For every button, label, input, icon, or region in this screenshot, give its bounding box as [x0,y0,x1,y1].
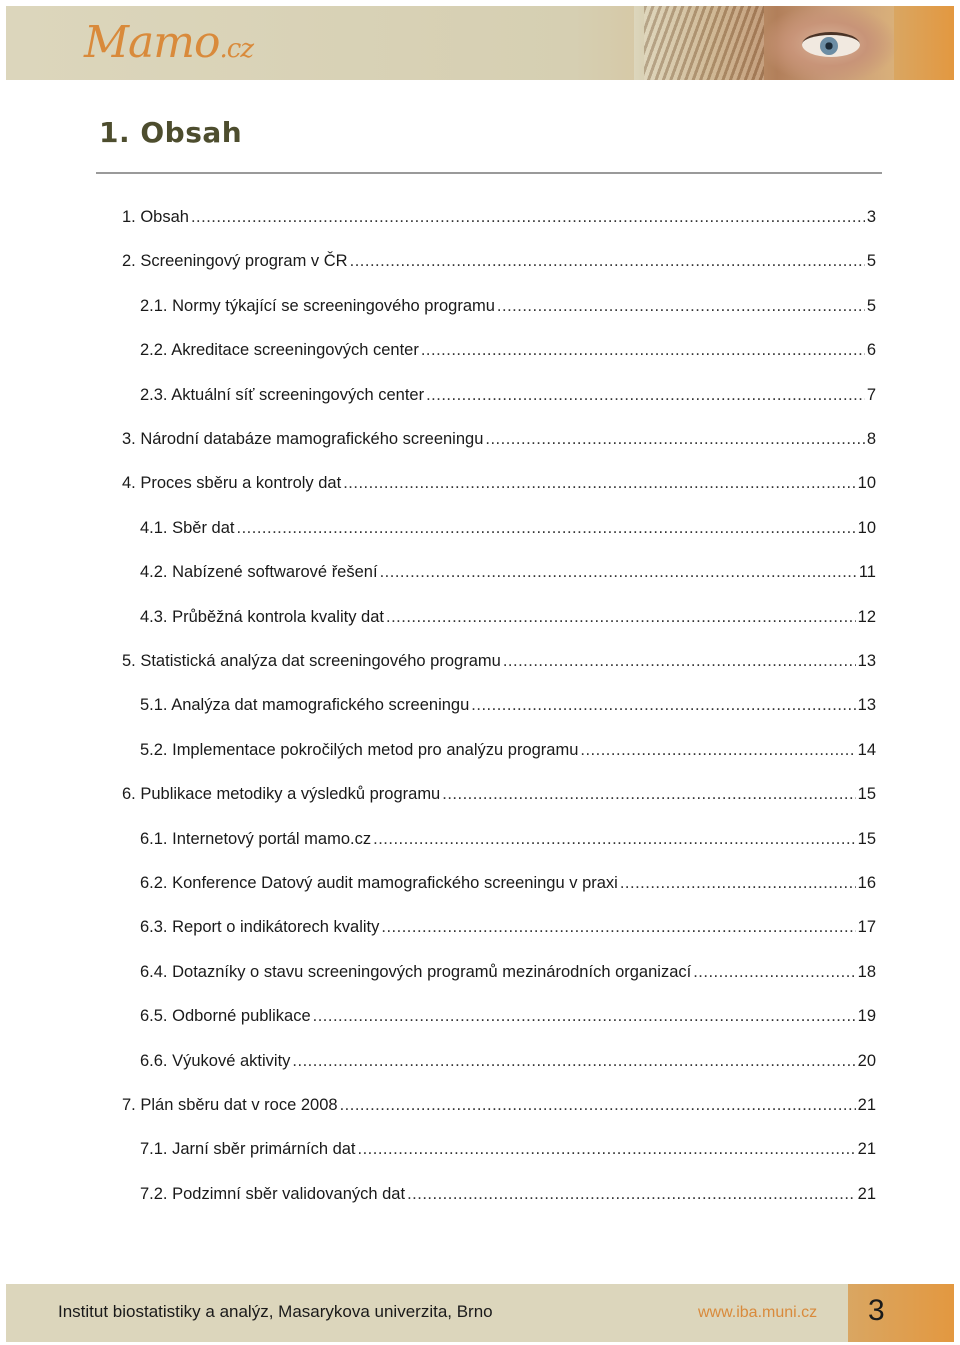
toc-entry[interactable] [140,560,876,584]
toc-leader-dots [340,1093,856,1117]
toc-entry[interactable] [122,249,876,273]
toc-entry[interactable] [140,516,876,540]
toc-entry-label: 7. Plán sběru dat v roce 2008 [122,1096,338,1114]
toc-entry[interactable] [140,294,876,318]
toc-entry-page: 15 [857,785,876,804]
toc-entry[interactable] [140,915,876,939]
toc-entry-page: 10 [857,518,876,537]
toc-entry[interactable] [122,205,876,229]
toc-entry[interactable] [122,471,876,495]
toc-entry-label: 6.6. Výukové aktivity [140,1051,291,1070]
toc-entry-label: 6.3. Report o indikátorech kvality [140,918,380,937]
toc-entry-label: 5.1. Analýza dat mamografického screeningu [140,696,470,715]
toc-leader-dots [191,205,865,229]
toc-entry-label: 7.1. Jarní sběr primárních dat [140,1140,356,1159]
header-photo [634,6,894,80]
toc-entry-page: 11 [858,563,876,582]
toc-leader-dots [380,560,857,584]
toc-entry-label: 1. Obsah [122,208,189,226]
toc-leader-dots [358,1137,856,1161]
toc-entry[interactable] [122,782,876,806]
mamo-logo [84,18,253,68]
toc-entry[interactable] [140,1004,876,1028]
toc-entry[interactable] [140,871,876,895]
toc-leader-dots [693,960,855,984]
toc-entry-page: 5 [866,252,876,271]
toc-entry[interactable] [140,738,876,762]
toc-entry-page: 16 [857,874,876,892]
toc-leader-dots [292,1049,855,1073]
logo-main: Mamo [84,17,220,68]
toc-entry-label: 2. Screeningový program v ČR [122,252,348,271]
toc-leader-dots [313,1004,856,1028]
toc-entry-label: 2.1. Normy týkající se screeningového programu [140,296,495,315]
logo-suffix: .cz [219,34,254,64]
toc-entry[interactable] [140,960,876,984]
toc-entry[interactable] [140,338,876,362]
toc-entry-label: 5. Statistická analýza dat screeningového programu [122,652,501,670]
toc-entry-page: 19 [857,1007,876,1026]
toc-entry-page: 3 [866,208,876,226]
toc-leader-dots [503,649,856,673]
toc-entry-label: 3. Národní databáze mamografického screeningu [122,430,484,448]
toc-entry-page: 17 [857,918,876,937]
toc-entry[interactable] [140,1182,876,1206]
toc-entry[interactable] [140,605,876,629]
page-header [6,6,954,80]
title-divider [96,172,882,174]
header-accent-block [894,6,954,80]
toc-entry-page: 13 [857,652,876,670]
toc-entry-page: 21 [857,1096,876,1114]
toc-entry-page: 8 [866,430,876,448]
toc-entry[interactable] [140,383,876,407]
toc-entry[interactable] [140,1137,876,1161]
toc-entry-label: 7.2. Podzimní sběr validovaných dat [140,1184,406,1203]
toc-leader-dots [497,294,865,318]
toc-entry-label: 6.5. Odborné publikace [140,1007,311,1026]
toc-entry-page: 10 [857,474,876,493]
toc-leader-dots [381,915,855,939]
toc-leader-dots [485,427,864,451]
toc-leader-dots [407,1182,856,1206]
toc-leader-dots [350,249,865,273]
toc-entry[interactable] [140,1049,876,1073]
footer-page-number: 3 [868,1294,885,1327]
toc-entry-label: 6.4. Dotazníky o stavu screeningových programů mezinárodních organizací [140,962,692,981]
toc-entry-page: 21 [857,1184,876,1203]
toc-entry-page: 12 [857,607,876,626]
toc-entry-page: 14 [857,740,876,759]
toc-entry-page: 5 [866,296,876,315]
toc-entry-label: 6.1. Internetový portál mamo.cz [140,829,372,848]
footer-page-box [848,1284,954,1342]
toc-entry[interactable] [140,827,876,851]
toc-leader-dots [442,782,855,806]
toc-leader-dots [471,693,855,717]
toc-leader-dots [236,516,855,540]
toc-entry-page: 7 [866,385,876,404]
toc-entry-label: 2.2. Akreditace screeningových center [140,341,419,360]
toc-entry-label: 6. Publikace metodiky a výsledků programu [122,785,441,804]
iris-image [820,37,838,55]
toc-entry-label: 5.2. Implementace pokročilých metod pro analýzu programu [140,740,579,759]
page-title: 1. Obsah [99,116,243,149]
toc-entry[interactable] [122,427,876,451]
toc-leader-dots [343,471,855,495]
toc-leader-dots [386,605,856,629]
toc-entry-page: 20 [857,1051,876,1070]
toc-entry-page: 21 [857,1140,876,1159]
toc-entry-label: 4.3. Průběžná kontrola kvality dat [140,607,384,626]
toc-entry[interactable] [122,649,876,673]
toc-entry-label: 6.2. Konference Datový audit mamografického screeningu v praxi [140,874,618,892]
toc-entry-page: 15 [857,829,876,848]
toc-entry-page: 6 [866,341,876,360]
toc-entry-label: 4. Proces sběru a kontroly dat [122,474,342,493]
toc-leader-dots [421,338,865,362]
toc-entry-page: 13 [857,696,876,715]
footer-institution: Institut biostatistiky a analýz, Masarykova univerzita, Brno [58,1302,493,1321]
eye-image [802,32,860,57]
toc-leader-dots [620,871,856,895]
toc-entry-page: 18 [857,962,876,981]
toc-leader-dots [426,383,865,407]
photo-hair [644,6,764,80]
toc-entry-label: 2.3. Aktuální síť screeningových center [140,385,425,404]
footer-url-link[interactable]: www.iba.muni.cz [698,1304,818,1321]
page-footer [6,1284,954,1342]
toc-leader-dots [580,738,855,762]
toc-leader-dots [373,827,856,851]
toc-entry-label: 4.1. Sběr dat [140,518,235,537]
toc-entry[interactable] [140,693,876,717]
toc-entry[interactable] [122,1093,876,1117]
toc-entry-label: 4.2. Nabízené softwarové řešení [140,563,378,582]
